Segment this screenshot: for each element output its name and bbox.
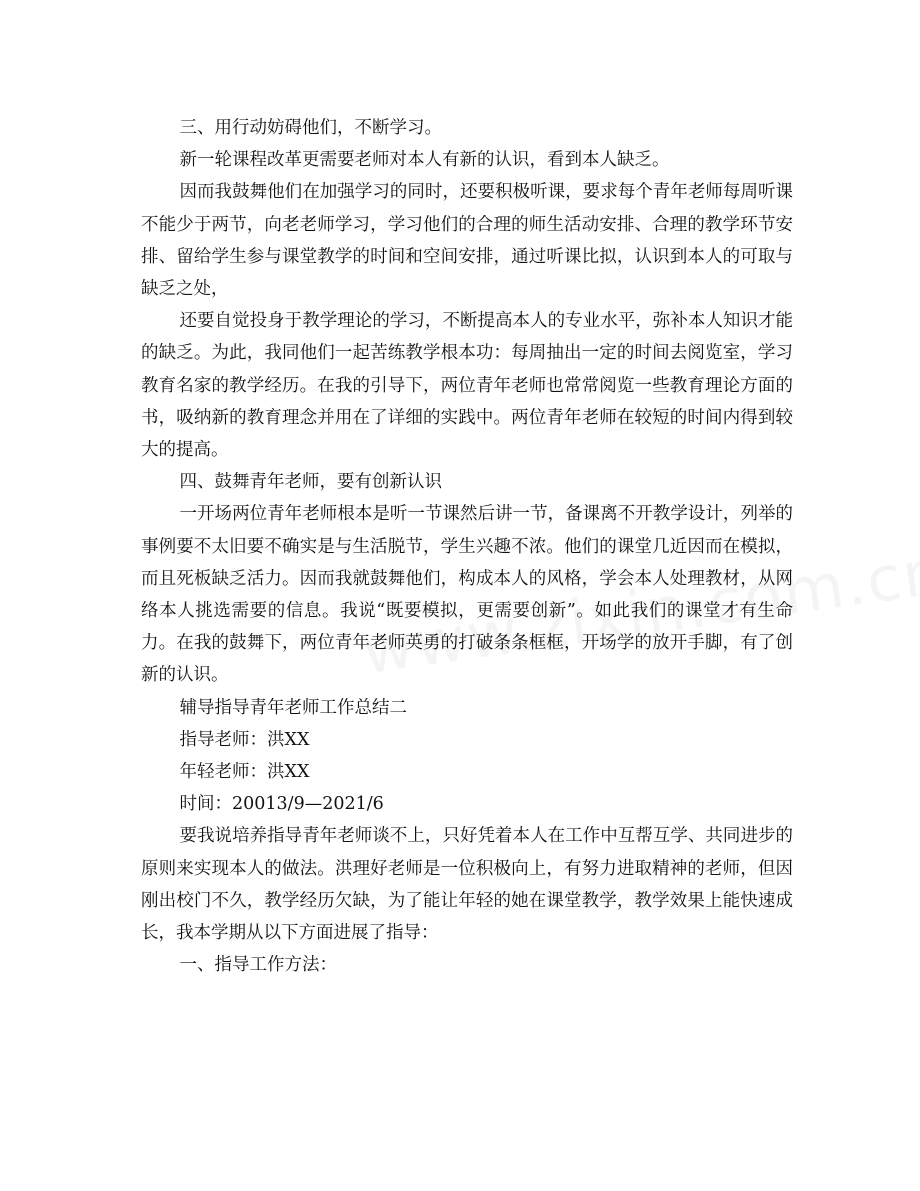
young-teacher-line: 年轻老师：洪XX xyxy=(179,762,310,783)
paragraph: 因而我鼓舞他们在加强学习的同时，还要积极听课，要求每个青年老师每周听课不能少于两节，向老老师学习，学习他们的合理的师生活动安排、合理的教学环节安排、留给学生参与课堂教学的时间和空间安排，通过听课比拟，认识到本人的可取与缺乏之处， xyxy=(141,182,793,300)
paragraph: 新一轮课程改革更需要老师对本人有新的认识，看到本人缺乏。 xyxy=(179,150,670,171)
time-line: 时间：20013/9—2021/6 xyxy=(179,794,384,815)
paragraph: 要我说培养指导青年老师谈不上，只好凭着本人在工作中互帮互学、共同进步的原则来实现本人的做法。洪理好老师是一位积极向上，有努力进取精神的老师，但因刚出校门不久，教学经历欠缺，为了能让年轻的她在课堂教学，教学效果上能快速成长，我本学期从以下方面进展了指导： xyxy=(141,826,793,944)
section-heading-1: 一、指导工作方法： xyxy=(179,955,337,976)
mentor-line: 指导老师：洪XX xyxy=(179,729,310,750)
paragraph: 一开场两位青年老师根本是听一节课然后讲一节，备课离不开教学设计，列举的事例要不太旧要不确实是与生活脱节，学生兴趣不浓。他们的课堂几近因而在模拟，而且死板缺乏活力。因而我就鼓舞他们，构成本人的风格，学会本人处理教材，从网络本人挑选需要的信息。我说“既要模拟，更需要创新”。如此我们的课堂才有生命力。在我的鼓舞下，两位青年老师英勇的打破条条框框，开场学的放开手脚，有了创新的认识。 xyxy=(141,504,793,686)
document-subtitle: 辅导指导青年老师工作总结二 xyxy=(179,697,407,718)
paragraph: 还要自觉投身于教学理论的学习，不断提高本人的专业水平，弥补本人知识才能的缺乏。为此，我同他们一起苦练教学根本功：每周抽出一定的时间去阅览室，学习教育名家的教学经历。在我的引导下，两位青年老师也常常阅览一些教育理论方面的书，吸纳新的教育理念并用在了详细的实践中。两位青年老师在较短的时间内得到较大的提高。 xyxy=(141,311,793,461)
document-body xyxy=(141,112,793,981)
section-heading-3: 三、用行动妨碍他们，不断学习。 xyxy=(179,118,442,138)
section-heading-4: 四、鼓舞青年老师，要有创新认识 xyxy=(179,472,442,493)
